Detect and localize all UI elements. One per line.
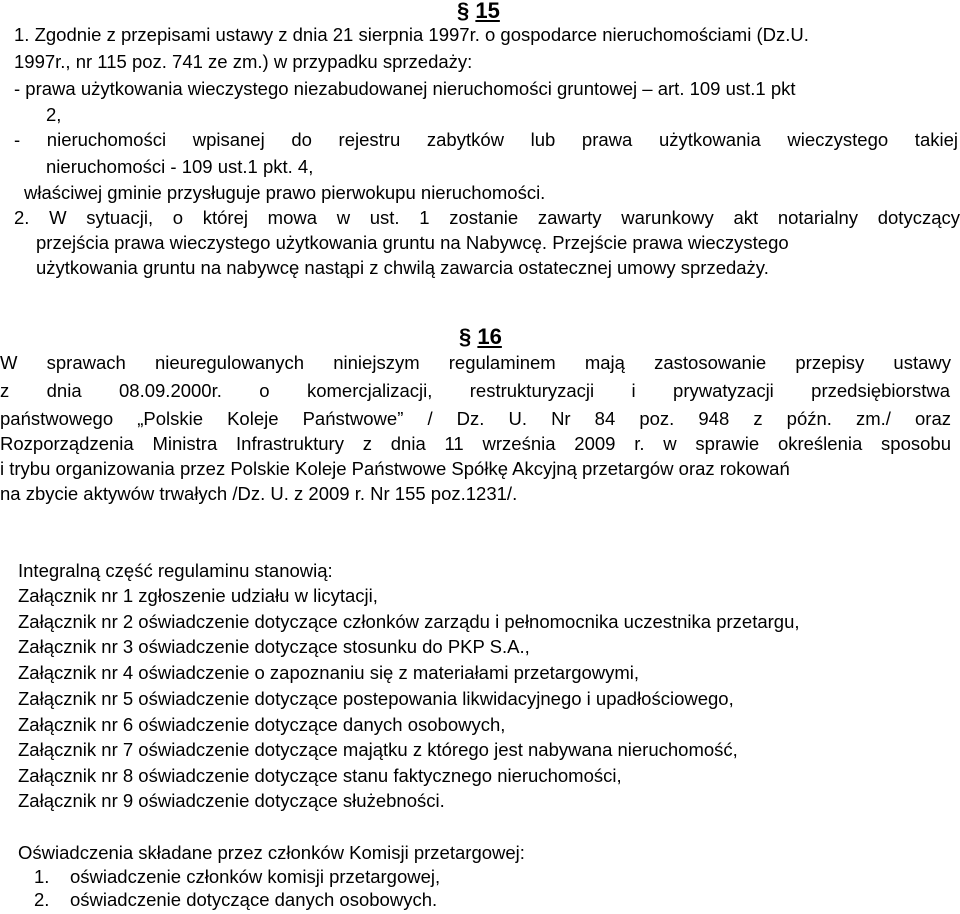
list-text: oświadczenie członków komisji przetargowej, <box>70 866 441 887</box>
s15-line-9: przejścia prawa wieczystego użytkowania gruntu na Nabywcę. Przejście prawa wieczystego <box>36 232 789 253</box>
attachment-item: Załącznik nr 7 oświadczenie dotyczące majątku z którego jest nabywana nieruchomość, <box>18 739 738 760</box>
s16-line-2: z dnia 08.09.2000r. o komercjalizacji, restrukturyzacji i prywatyzacji przedsiębiorstwa <box>0 380 950 401</box>
section-number: 16 <box>477 324 502 349</box>
s16-line-4: Rozporządzenia Ministra Infrastruktury z dnia 11 września 2009 r. w sprawie określenia sposobu <box>0 433 951 454</box>
s15-line-4: 2, <box>46 104 62 125</box>
s15-line-6: nieruchomości - 109 ust.1 pkt. 4, <box>46 156 314 177</box>
s15-line-1: 1. Zgodnie z przepisami ustawy z dnia 21 sierpnia 1997r. o gospodarce nieruchomościami (Dz.U. <box>14 24 809 45</box>
s15-line-2: 1997r., nr 115 poz. 741 ze zm.) w przypadku sprzedaży: <box>14 51 473 72</box>
section-15-heading <box>457 0 500 24</box>
attachment-item: Załącznik nr 3 oświadczenie dotyczące stosunku do PKP S.A., <box>18 636 530 657</box>
s16-line-6: na zbycie aktywów trwałych /Dz. U. z 2009 r. Nr 155 poz.1231/. <box>0 483 518 504</box>
section-symbol: § <box>457 0 470 23</box>
s16-line-5: i trybu organizowania przez Polskie Koleje Państwowe Spółkę Akcyjną przetargów oraz rokowań <box>0 458 790 479</box>
section-number: 15 <box>475 0 500 23</box>
attachment-item: Załącznik nr 1 zgłoszenie udziału w licytacji, <box>18 585 378 606</box>
attachment-item: Załącznik nr 5 oświadczenie dotyczące postepowania likwidacyjnego i upadłościowego, <box>18 688 734 709</box>
attachment-item: Załącznik nr 4 oświadczenie o zapoznaniu się z materiałami przetargowymi, <box>18 662 640 683</box>
commission-item <box>34 889 438 911</box>
attachments-heading: Integralną część regulaminu stanowią: <box>18 560 333 581</box>
attachment-item: Załącznik nr 2 oświadczenie dotyczące członków zarządu i pełnomocnika uczestnika przetargu, <box>18 611 800 632</box>
list-text: oświadczenie dotyczące danych osobowych. <box>70 889 438 910</box>
s16-line-1: W sprawach nieuregulowanych niniejszym regulaminem mają zastosowanie przepisy ustawy <box>0 352 951 373</box>
commission-item <box>34 866 441 888</box>
commission-heading: Oświadczenia składane przez członków Komisji przetargowej: <box>18 842 525 863</box>
s15-line-10: użytkowania gruntu na nabywcę nastąpi z chwilą zawarcia ostatecznej umowy sprzedaży. <box>36 257 769 278</box>
attachment-item: Załącznik nr 8 oświadczenie dotyczące stanu faktycznego nieruchomości, <box>18 765 622 786</box>
s15-line-5: - nieruchomości wpisanej do rejestru zabytków lub prawa użytkowania wieczystego takiej <box>14 129 958 150</box>
attachment-item: Załącznik nr 6 oświadczenie dotyczące danych osobowych, <box>18 714 506 735</box>
attachment-item: Załącznik nr 9 oświadczenie dotyczące służebności. <box>18 790 445 811</box>
s15-line-3: - prawa użytkowania wieczystego niezabudowanej nieruchomości gruntowej – art. 109 ust.1 pkt <box>14 78 796 99</box>
s15-line-8: 2. W sytuacji, o której mowa w ust. 1 zostanie zawarty warunkowy akt notarialny dotyczący <box>14 207 960 228</box>
list-number: 1. <box>34 866 50 887</box>
section-symbol: § <box>459 324 472 349</box>
s15-line-7: właściwej gminie przysługuje prawo pierwokupu nieruchomości. <box>24 182 546 203</box>
section-16-heading <box>459 324 502 350</box>
list-number: 2. <box>34 889 50 910</box>
s16-line-3: państwowego „Polskie Koleje Państwowe” / Dz. U. Nr 84 poz. 948 z późn. zm./ oraz <box>0 408 951 429</box>
